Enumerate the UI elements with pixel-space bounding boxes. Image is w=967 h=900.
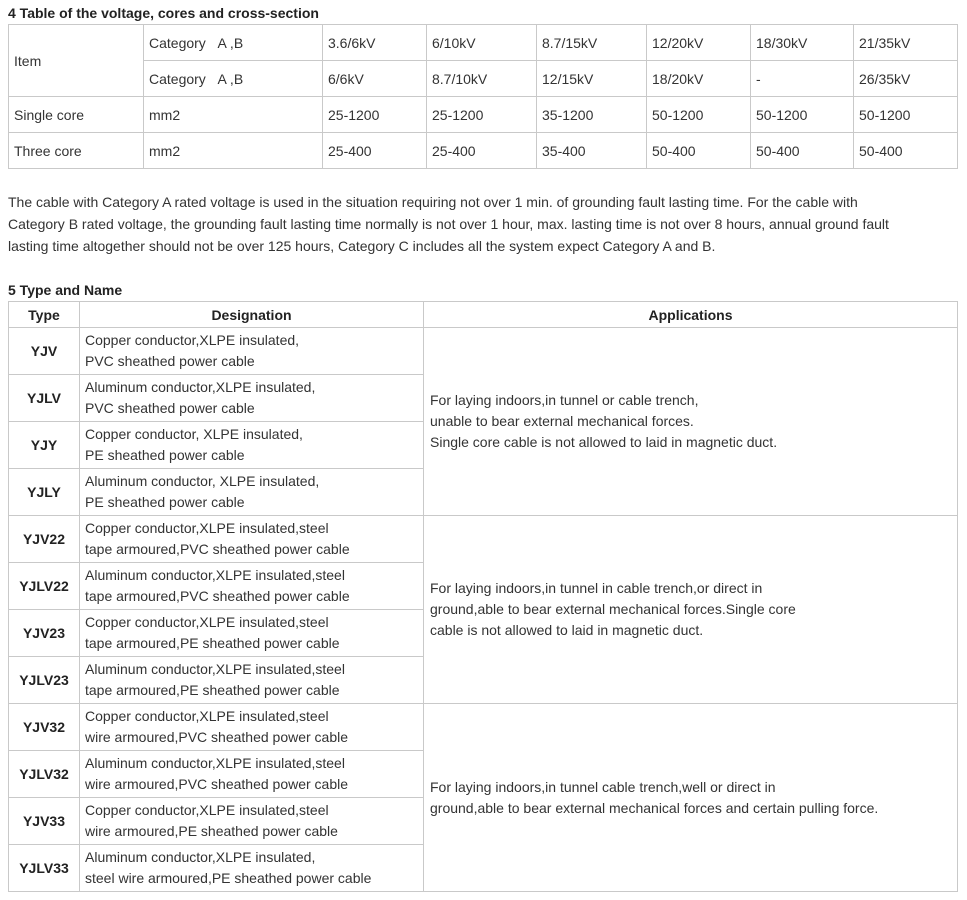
table-row: [9, 25, 958, 61]
applications-cell: For laying indoors,in tunnel in cable trench,or direct in ground,able to bear external mechanical forces.Single core cable is not allowed to laid in magnetic duct.: [424, 516, 958, 704]
section-cell: 25-1200: [323, 97, 427, 133]
section-cell: 50-1200: [854, 97, 958, 133]
section-cell: 35-1200: [537, 97, 647, 133]
type-name-table: [8, 301, 958, 892]
type-cell: YJV32: [9, 704, 80, 751]
type-cell: YJLV23: [9, 657, 80, 704]
section-cell: 25-400: [427, 133, 537, 169]
voltage-cell: 3.6/6kV: [323, 25, 427, 61]
single-core-label: Single core: [9, 97, 144, 133]
voltage-cell: -: [751, 61, 854, 97]
designation-cell: Aluminum conductor,XLPE insulated,steel tape armoured,PVC sheathed power cable: [80, 563, 424, 610]
type-cell: YJV22: [9, 516, 80, 563]
table-row: [9, 516, 958, 563]
designation-cell: Aluminum conductor,XLPE insulated,steel wire armoured,PVC sheathed power cable: [80, 751, 424, 798]
table-row: [9, 328, 958, 375]
table-row: [9, 61, 958, 97]
applications-cell: For laying indoors,in tunnel cable trench,well or direct in ground,able to bear external mechanical forces and certain pulling force.: [424, 704, 958, 892]
designation-cell: Copper conductor,XLPE insulated, PVC sheathed power cable: [80, 328, 424, 375]
paragraph-line: Category B rated voltage, the grounding fault lasting time normally is not over 1 hour, max. lasting time is not over 8 hours, annual ground fault: [8, 216, 889, 232]
section-cell: 50-1200: [751, 97, 854, 133]
designation-cell: Copper conductor,XLPE insulated,steel tape armoured,PE sheathed power cable: [80, 610, 424, 657]
section-cell: 50-1200: [647, 97, 751, 133]
paragraph-line: lasting time altogether should not be over 125 hours, Category C includes all the system expect Category A and B.: [8, 238, 716, 254]
type-cell: YJY: [9, 422, 80, 469]
type-cell: YJLY: [9, 469, 80, 516]
category-description: [8, 191, 953, 257]
designation-cell: Copper conductor,XLPE insulated,steel wire armoured,PVC sheathed power cable: [80, 704, 424, 751]
table-row: [9, 133, 958, 169]
section-cell: 25-400: [323, 133, 427, 169]
table-header-row: [9, 302, 958, 328]
voltage-table: [8, 24, 958, 169]
section-cell: 50-400: [647, 133, 751, 169]
category-label: Category A ,B: [144, 61, 323, 97]
designation-cell: Aluminum conductor,XLPE insulated, PVC sheathed power cable: [80, 375, 424, 422]
designation-cell: Aluminum conductor,XLPE insulated, steel wire armoured,PE sheathed power cable: [80, 845, 424, 892]
voltage-cell: 6/6kV: [323, 61, 427, 97]
category-label: Category A ,B: [144, 25, 323, 61]
unit-cell: mm2: [144, 97, 323, 133]
voltage-cell: 8.7/15kV: [537, 25, 647, 61]
voltage-cell: 12/20kV: [647, 25, 751, 61]
voltage-cell: 6/10kV: [427, 25, 537, 61]
section-cell: 25-1200: [427, 97, 537, 133]
section-4-title: 4 Table of the voltage, cores and cross-section: [8, 5, 319, 21]
section-cell: 50-400: [751, 133, 854, 169]
unit-cell: mm2: [144, 133, 323, 169]
designation-header: Designation: [80, 302, 424, 328]
item-label: Item: [9, 25, 144, 97]
voltage-cell: 12/15kV: [537, 61, 647, 97]
paragraph-line: The cable with Category A rated voltage is used in the situation requiring not over 1 min. of grounding fault lasting time. For the cable with: [8, 194, 858, 210]
three-core-label: Three core: [9, 133, 144, 169]
table-row: [9, 97, 958, 133]
voltage-cell: 8.7/10kV: [427, 61, 537, 97]
designation-cell: Copper conductor,XLPE insulated,steel wire armoured,PE sheathed power cable: [80, 798, 424, 845]
designation-cell: Aluminum conductor,XLPE insulated,steel tape armoured,PE sheathed power cable: [80, 657, 424, 704]
type-cell: YJLV: [9, 375, 80, 422]
designation-cell: Copper conductor, XLPE insulated, PE sheathed power cable: [80, 422, 424, 469]
voltage-cell: 26/35kV: [854, 61, 958, 97]
applications-cell: For laying indoors,in tunnel or cable trench, unable to bear external mechanical forces. Single core cable is not allowed to laid in magnetic duct.: [424, 328, 958, 516]
applications-header: Applications: [424, 302, 958, 328]
type-header: Type: [9, 302, 80, 328]
type-cell: YJLV22: [9, 563, 80, 610]
type-cell: YJLV33: [9, 845, 80, 892]
voltage-cell: 18/30kV: [751, 25, 854, 61]
designation-cell: Copper conductor,XLPE insulated,steel tape armoured,PVC sheathed power cable: [80, 516, 424, 563]
section-cell: 50-400: [854, 133, 958, 169]
type-cell: YJLV32: [9, 751, 80, 798]
table-row: [9, 704, 958, 751]
type-cell: YJV: [9, 328, 80, 375]
designation-cell: Aluminum conductor, XLPE insulated, PE sheathed power cable: [80, 469, 424, 516]
section-5-title: 5 Type and Name: [8, 282, 123, 298]
voltage-cell: 18/20kV: [647, 61, 751, 97]
section-cell: 35-400: [537, 133, 647, 169]
type-cell: YJV23: [9, 610, 80, 657]
type-cell: YJV33: [9, 798, 80, 845]
voltage-cell: 21/35kV: [854, 25, 958, 61]
